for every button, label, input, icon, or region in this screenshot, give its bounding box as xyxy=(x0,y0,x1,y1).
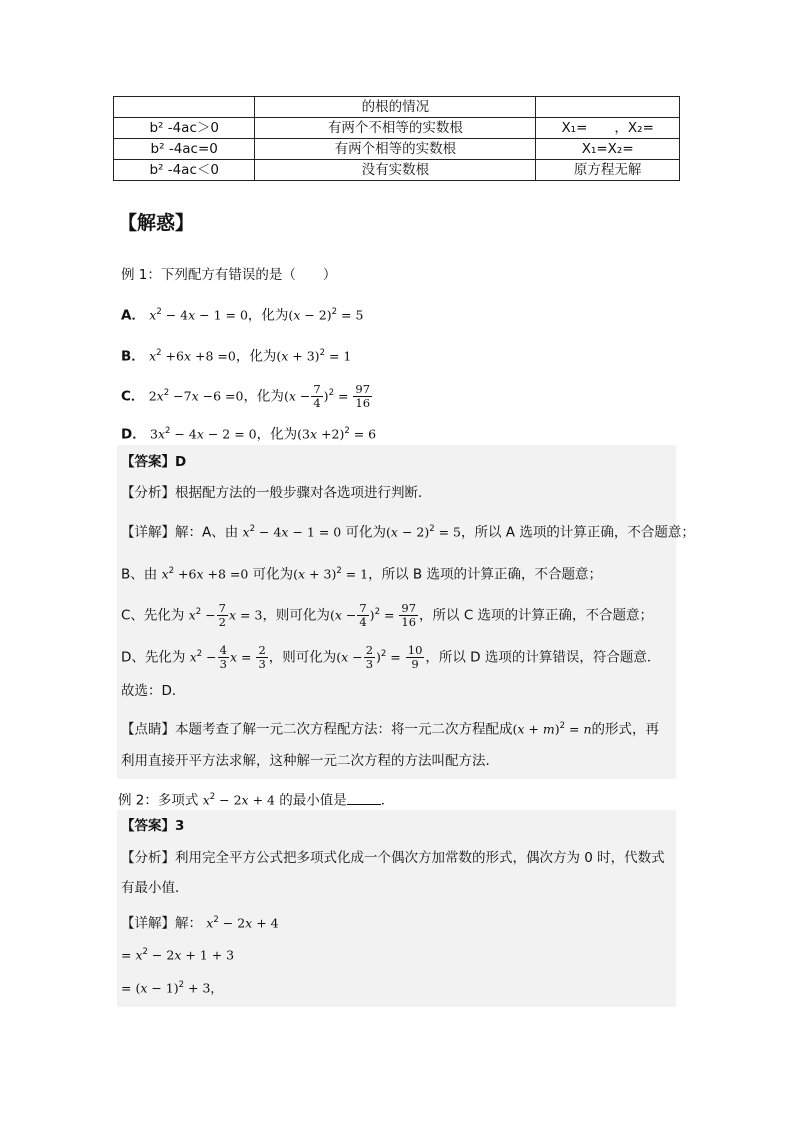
ex2-step-1: = $x^2 - 2x + 1 + 3$ xyxy=(121,947,235,963)
table-cell: b² -4ac＜0 xyxy=(114,160,255,181)
table-cell: X₁=X₂= xyxy=(536,139,680,160)
table-cell xyxy=(536,97,680,118)
phrase: ，则可化为 xyxy=(262,607,330,624)
ex2-analysis-1: 【分析】利用完全平方公式把多项式化成一个偶次方加常数的形式，偶次方为 0 时，代数式 xyxy=(121,850,665,866)
root-x2-label: ，X₂= xyxy=(614,120,654,136)
section-title: 【解惑】 xyxy=(118,212,195,234)
ex1-detail-a: 【详解】解：A、由 $x^2 - 4x - 1 = 0$ 可化为$(x - 2)^2 = 5$，所以 A 选项的计算正确，不合题意； xyxy=(121,524,695,541)
remark-text: 【点睛】本题考查了解一元二次方程配方法：将一元二次方程配成 xyxy=(121,721,513,738)
question-text: ． xyxy=(380,792,395,809)
detail-text: ，所以 D 选项的计算错误，符合题意． xyxy=(425,649,661,666)
option-b: B． $x^2 +6x +8 =0$，化为$(x + 3)^2 = 1$ xyxy=(121,348,352,365)
table-cell: 没有实数根 xyxy=(255,160,536,181)
table-cell xyxy=(114,97,255,118)
phrase: ，则可化为 xyxy=(268,649,337,666)
question-text: 的最小值是 xyxy=(279,792,347,809)
table-row xyxy=(114,139,680,160)
table-cell: b² -4ac＞0 xyxy=(114,118,255,139)
ex2-analysis-2: 有最小值． xyxy=(121,880,189,896)
table-row xyxy=(114,97,680,118)
detail-text: ，所以 B 选项的计算正确，不合题意； xyxy=(368,566,602,583)
table-row xyxy=(114,160,680,181)
ex2-detail: 【详解】解： $x^2 - 2x + 4$ xyxy=(121,915,279,932)
ex2-step-2: = $(x - 1)^2 + 3$， xyxy=(121,980,223,996)
detail-text: C、先化为 xyxy=(121,607,185,624)
table-cell: 有两个不相等的实数根 xyxy=(255,118,536,139)
phrase: ，化为 xyxy=(243,388,284,405)
ex1-choice: 故选：D． xyxy=(121,683,186,699)
table-cell xyxy=(536,118,680,139)
ex1-question: 例 1：下列配方有错误的是（ ） xyxy=(121,267,337,283)
detail-text: D、先化为 xyxy=(121,649,186,666)
table-cell: b² -4ac=0 xyxy=(114,139,255,160)
ex1-remark-2: 利用直接开平方法求解，这种解一元二次方程的方法叫配方法． xyxy=(121,753,499,769)
answer-text: 【答案】D xyxy=(121,454,187,470)
ex2-answer xyxy=(121,815,184,837)
phrase: ，化为 xyxy=(247,307,289,324)
ex1-detail-c: C、先化为 $x^2$ − $\frac{7}{2}$ x = 3，则可化为(x − $\frac{7}{4}$ )$^2$ = $\frac{97}{16}$ ，所以 C 选项的计算正确，不合题意； xyxy=(121,601,654,629)
option-c: C． $2x^2 -7x -6 =0$，化为(x − $\frac{7}{4}$ )$^2$ = $\frac{97}{16}$ xyxy=(121,382,371,410)
phrase: ，化为 xyxy=(256,426,298,443)
option-label: B． xyxy=(121,348,145,365)
table-cell: 的根的情况 xyxy=(255,97,536,118)
ex1-detail-d: D、先化为 $x^2$ − $\frac{4}{3}$ x = $\frac{2}{3}$ ，则可化为(x − $\frac{2}{3}$ )$^2$ = $\frac{10}{9}$ ，所以 D 选项的计算错误，符合题意． xyxy=(121,643,661,671)
detail-text: 解：A、由 xyxy=(175,524,239,541)
detail-label: 【详解】 xyxy=(121,524,175,541)
answer-blank xyxy=(347,792,381,805)
option-label: D． xyxy=(121,426,146,443)
ex2-question: 例 2：多项式 $x^2 - 2x + 4$ 的最小值是 ． xyxy=(118,792,395,809)
ex1-detail-b: B、由 $x^2 +6x +8 =0$ 可化为$(x + 3)^2 = 1$，所以 B 选项的计算正确，不合题意； xyxy=(121,566,602,583)
detail-label: 【详解】解： xyxy=(121,915,202,932)
root-x1-label: X₁= xyxy=(561,120,588,136)
phrase: 可化为 xyxy=(345,524,387,541)
table-row xyxy=(114,118,680,139)
table-cell: 原方程无解 xyxy=(536,160,680,181)
phrase: ，化为 xyxy=(235,348,277,365)
detail-text: ，所以 A 选项的计算正确，不合题意； xyxy=(461,524,695,541)
option-label: A． xyxy=(121,307,145,324)
option-d: D． $3x^2 - 4x - 2 = 0$，化为$(3x +2)^2 = 6$ xyxy=(121,426,377,443)
table-cell: 有两个相等的实数根 xyxy=(255,139,536,160)
detail-text: B、由 xyxy=(121,566,158,583)
remark-text: 的形式，再 xyxy=(591,721,660,738)
option-label: C． xyxy=(121,388,145,405)
answer-text: 【答案】3 xyxy=(121,818,185,834)
question-text: 例 2：多项式 xyxy=(118,792,199,809)
phrase: 可化为 xyxy=(252,566,294,583)
ex1-remark-1: 【点睛】本题考查了解一元二次方程配方法：将一元二次方程配成$(x + m)^2 = n$的形式，再 xyxy=(121,721,660,738)
ex1-analysis: 【分析】根据配方法的一般步骤对各选项进行判断． xyxy=(121,485,432,501)
detail-text: ，所以 C 选项的计算正确，不合题意； xyxy=(419,607,654,624)
option-a: A． $x^2 - 4x - 1 = 0$，化为$(x - 2)^2 = 5$ xyxy=(121,307,364,324)
ex1-answer xyxy=(121,451,186,473)
discriminant-table xyxy=(113,96,680,181)
